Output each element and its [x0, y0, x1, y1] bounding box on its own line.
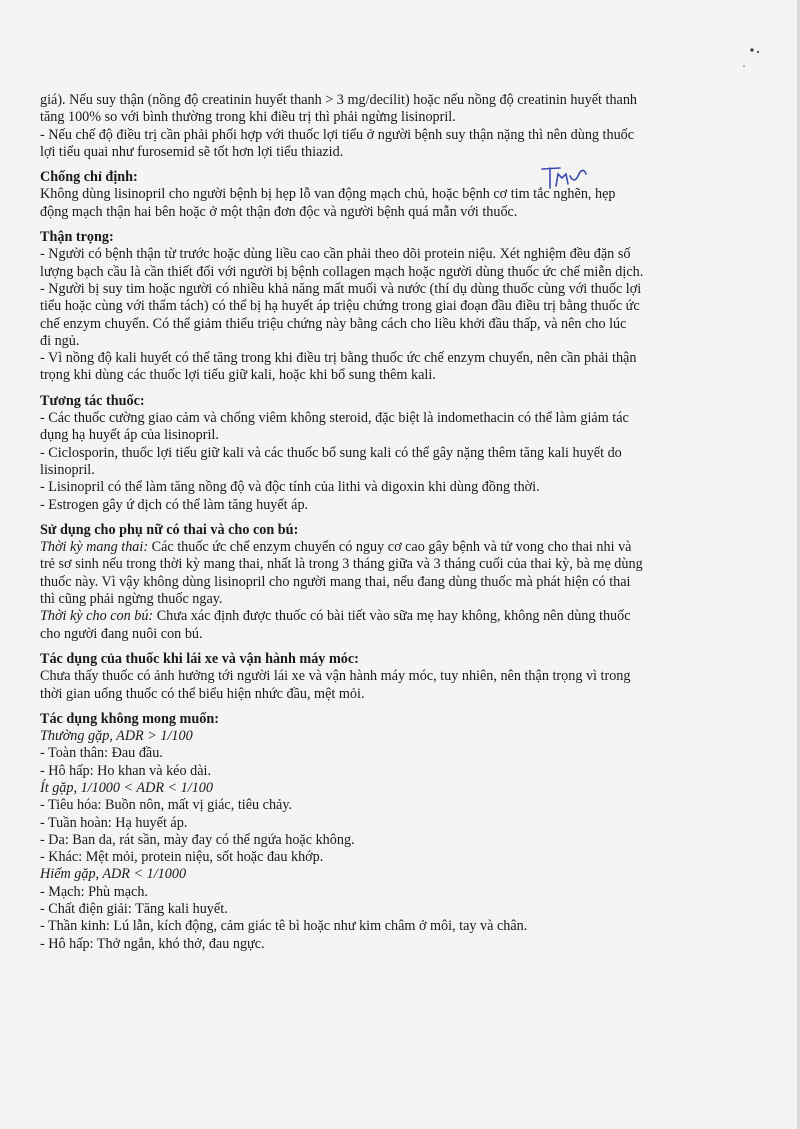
text-line: [40, 539, 765, 556]
list-item: - Chất điện giải: Tăng kali huyết.: [40, 901, 228, 918]
text-line: [40, 608, 765, 625]
text-line: - Người có bệnh thận từ trước hoặc dùng liều cao cần phải theo dõi protein niệu. Xét nghiệm đều đặn số: [40, 246, 631, 263]
section-driving: [40, 651, 765, 703]
document-body: [40, 92, 765, 953]
text-line: - Lisinopril có thể làm tăng nồng độ và độc tính của lithi và digoxin khi dùng đồng thời.: [40, 479, 540, 496]
list-item: - Mạch: Phù mạch.: [40, 883, 148, 900]
text-line: thì cũng phải ngừng thuốc ngay.: [40, 591, 223, 608]
text-line: dụng hạ huyết áp của lisinopril.: [40, 427, 219, 444]
text-line: trẻ sơ sinh nếu trong thời kỳ mang thai, nhất là trong 3 tháng giữa và 3 tháng cuối của thai kỳ, bà mẹ dùng: [40, 556, 643, 573]
list-item: - Thần kinh: Lú lẫn, kích động, cảm giác tê bì hoặc như kim châm ở môi, tay và chân.: [40, 918, 528, 935]
text-line: - Estrogen gây ứ dịch có thể làm tăng huyết áp.: [40, 496, 309, 513]
text-line: chế enzym chuyển. Có thể giảm thiểu triệu chứng này bằng cách cho liều khởi đầu thấp, và nên cho lúc: [40, 315, 627, 332]
text-line: - Các thuốc cường giao cảm và chống viêm không steroid, đặc biệt là indomethacin có thể làm giảm tác: [40, 410, 629, 427]
text-line: thời gian uống thuốc có thể biểu hiện nhức đầu, mệt mỏi.: [40, 685, 365, 702]
intro-paragraph: [40, 92, 765, 161]
list-item: - Hô hấp: Thở ngắn, khó thở, đau ngực.: [40, 935, 265, 952]
frequency-label: Hiếm gặp, ADR < 1/1000: [40, 866, 187, 883]
section-pregnancy: [40, 522, 765, 643]
text-line: lượng bạch cầu là cần thiết đối với người bị bệnh collagen mạch hoặc người dùng thuốc ức chế miễn dịch.: [40, 263, 644, 280]
list-item: - Tiêu hóa: Buồn nôn, mất vị giác, tiêu chảy.: [40, 797, 293, 814]
section-adverse-effects: [40, 711, 765, 953]
text-line: - Nếu chế độ điều trị cần phải phối hợp với thuốc lợi tiểu ở người bệnh suy thận nặng thì nên dùng thuốc: [40, 126, 635, 143]
text-line: lisinopril.: [40, 461, 95, 478]
text-line: đi ngủ.: [40, 332, 80, 349]
list-item: - Tuần hoàn: Hạ huyết áp.: [40, 814, 188, 831]
section-title: Sử dụng cho phụ nữ có thai và cho con bú:: [40, 521, 299, 538]
section-contraindications: [40, 169, 765, 221]
text-line: tăng 100% so với bình thường trong khi điều trị thì phải ngừng lisinopril.: [40, 109, 456, 126]
list-item: - Da: Ban da, rát sần, mày đay có thể ngứa hoặc không.: [40, 831, 355, 848]
scan-specks: [730, 40, 770, 70]
section-title: Tác dụng của thuốc khi lái xe và vận hành máy móc:: [40, 650, 359, 667]
text-line: thuốc này. Vì vậy không dùng lisinopril cho người mang thai, nếu đang dùng thuốc mà phát hiện có thai: [40, 573, 631, 590]
list-item: - Hô hấp: Ho khan và kéo dài.: [40, 762, 211, 779]
section-title: Chống chỉ định:: [40, 169, 138, 186]
text-line: - Người bị suy tim hoặc người có nhiều khả năng mất muối và nước (thí dụ dùng thuốc cùng với thuốc lợi: [40, 280, 642, 297]
text-line: - Ciclosporin, thuốc lợi tiểu giữ kali và các thuốc bổ sung kali có thể gây nặng thêm tăng kali huyết do: [40, 444, 622, 461]
lactation-text: Chưa xác định được thuốc có bài tiết vào sữa mẹ hay không, không nên dùng thuốc: [153, 608, 631, 625]
frequency-label: Ít gặp, 1/1000 < ADR < 1/100: [40, 779, 213, 796]
section-precautions: [40, 229, 765, 385]
text-line: - Vì nồng độ kali huyết có thể tăng trong khi điều trị bằng thuốc ức chế enzym chuyển, nên cần phải thận: [40, 350, 637, 367]
section-title: Thận trọng:: [40, 229, 114, 246]
pregnancy-label: Thời kỳ mang thai:: [40, 539, 149, 556]
pregnancy-text: Các thuốc ức chế enzym chuyển có nguy cơ cao gây bệnh và tử vong cho thai nhi và: [148, 539, 632, 556]
text-line: Không dùng lisinopril cho người bệnh bị hẹp lỗ van động mạch chủ, hoặc bệnh cơ tim tắc nghẽn, hẹp: [40, 186, 616, 203]
section-interactions: [40, 393, 765, 514]
text-line: Chưa thấy thuốc có ảnh hưởng tới người lái xe và vận hành máy móc, tuy nhiên, nên thận trọng vì trong: [40, 668, 631, 685]
text-line: tiểu hoặc cùng với thẩm tách) có thể bị hạ huyết áp triệu chứng trong giai đoạn đầu điều trị bằng thuốc ức: [40, 298, 640, 315]
section-title: Tương tác thuốc:: [40, 392, 145, 409]
lactation-label: Thời kỳ cho con bú:: [40, 608, 154, 625]
text-line: động mạch thận hai bên hoặc ở một thận đơn độc và người bệnh quá mẫn với thuốc.: [40, 203, 518, 220]
text-line: giá). Nếu suy thận (nồng độ creatinin huyết thanh > 3 mg/decilit) hoặc nếu nồng độ creatinin huyết thanh: [40, 92, 638, 108]
frequency-label: Thường gặp, ADR > 1/100: [40, 728, 193, 745]
text-line: cho người đang nuôi con bú.: [40, 625, 203, 642]
list-item: - Khác: Mệt mỏi, protein niệu, sốt hoặc đau khớp.: [40, 849, 324, 866]
section-title: Tác dụng không mong muốn:: [40, 710, 219, 727]
list-item: - Toàn thân: Đau đầu.: [40, 745, 163, 762]
text-line: lợi tiểu quai như furosemid sẽ tốt hơn lợi tiểu thiazid.: [40, 143, 344, 160]
text-line: trọng khi dùng các thuốc lợi tiểu giữ kali, hoặc khi bổ sung thêm kali.: [40, 367, 436, 384]
